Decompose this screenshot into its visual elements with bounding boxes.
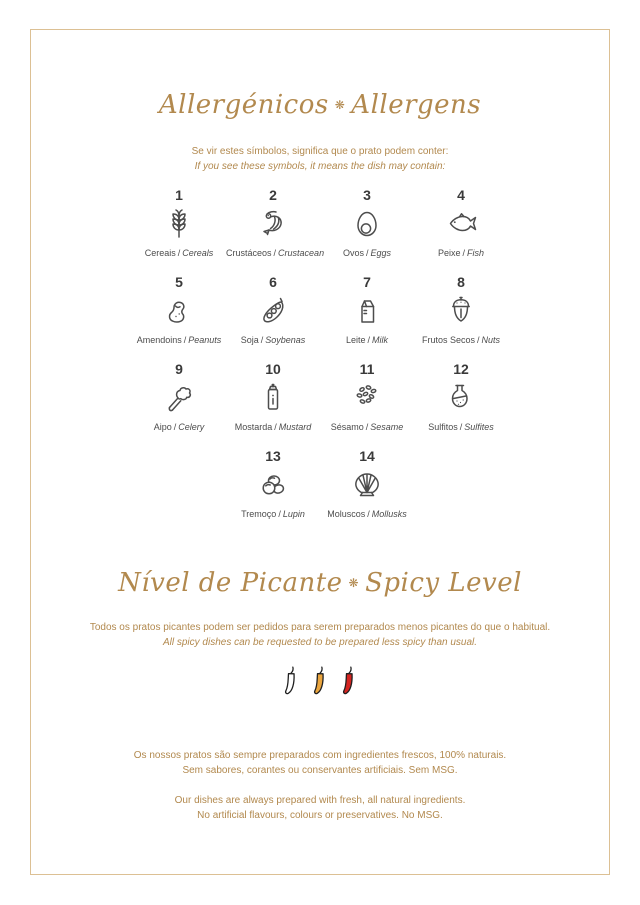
mustard-icon bbox=[226, 378, 320, 418]
allergen-number: 14 bbox=[359, 448, 375, 464]
allergen-item-cereals bbox=[132, 186, 226, 259]
soybean-icon bbox=[226, 291, 320, 331]
allergen-number: 11 bbox=[359, 361, 375, 377]
allergen-label: Leite / Milk bbox=[345, 335, 389, 345]
footer-en-line2: No artificial flavours, colours or preservatives. No MSG. bbox=[197, 810, 443, 821]
footer-note-en bbox=[0, 793, 640, 823]
fish-icon bbox=[414, 204, 508, 244]
allergen-number: 12 bbox=[453, 361, 469, 377]
allergen-item-fish bbox=[414, 186, 508, 259]
sulfites-icon bbox=[414, 378, 508, 418]
allergen-item-celery bbox=[132, 360, 226, 433]
allergen-item-mustard bbox=[226, 360, 320, 433]
allergen-label: Moluscos / Mollusks bbox=[327, 509, 407, 519]
allergen-item-sesame bbox=[320, 360, 414, 433]
spicy-title bbox=[0, 570, 640, 596]
allergen-label: Amendoins / Peanuts bbox=[136, 335, 222, 345]
allergen-row-1 bbox=[0, 186, 640, 259]
allergens-subtitle-en: If you see these symbols, it means the dish may contain: bbox=[194, 161, 446, 172]
allergen-grid bbox=[0, 186, 640, 520]
flower-separator-icon: ❋ bbox=[334, 98, 346, 112]
footer-pt-line2: Sem sabores, corantes ou conservantes artificiais. Sem MSG. bbox=[182, 765, 458, 776]
footer-pt-line1: Os nossos pratos são sempre preparados com ingredientes frescos, 100% naturais. bbox=[133, 750, 507, 761]
footer-en-line1: Our dishes are always prepared with fresh, all natural ingredients. bbox=[174, 795, 466, 806]
allergen-label: Sulfitos / Sulfites bbox=[428, 422, 494, 432]
allergen-item-nuts bbox=[414, 273, 508, 346]
allergen-number: 5 bbox=[175, 274, 183, 290]
allergen-label: Peixe / Fish bbox=[437, 248, 485, 258]
allergen-label: Cereais / Cereals bbox=[144, 248, 214, 258]
spicy-note-en: All spicy dishes can be requested to be prepared less spicy than usual. bbox=[162, 637, 478, 648]
spicy-level-indicator bbox=[0, 664, 640, 698]
allergen-number: 2 bbox=[269, 187, 277, 203]
allergen-label: Frutos Secos / Nuts bbox=[421, 335, 501, 345]
spicy-note-pt: Todos os pratos picantes podem ser pedidos para serem preparados menos picantes do que o habitual. bbox=[89, 622, 551, 633]
allergen-row-3 bbox=[0, 360, 640, 433]
allergen-number: 10 bbox=[265, 361, 281, 377]
allergen-label: Sésamo / Sesame bbox=[330, 422, 404, 432]
allergen-number: 4 bbox=[457, 187, 465, 203]
allergen-row-4 bbox=[0, 447, 640, 520]
chili-pepper-mild-icon bbox=[279, 664, 303, 698]
allergen-item-lupin bbox=[226, 447, 320, 520]
sesame-icon bbox=[320, 378, 414, 418]
spicy-title-en: Spicy Level bbox=[365, 568, 522, 598]
spicy-title-pt: Nível de Picante bbox=[118, 568, 343, 598]
allergens-title bbox=[0, 92, 640, 118]
allergen-label: Mostarda / Mustard bbox=[234, 422, 312, 432]
allergen-row-2 bbox=[0, 273, 640, 346]
shell-icon bbox=[320, 465, 414, 505]
allergens-title-en: Allergens bbox=[351, 90, 482, 120]
peanut-icon bbox=[132, 291, 226, 331]
allergen-item-sulfites bbox=[414, 360, 508, 433]
allergen-item-soy bbox=[226, 273, 320, 346]
allergen-number: 7 bbox=[363, 274, 371, 290]
allergen-item-eggs bbox=[320, 186, 414, 259]
allergens-subtitle-pt: Se vir estes símbolos, significa que o prato podem conter: bbox=[191, 146, 449, 157]
wheat-icon bbox=[132, 204, 226, 244]
allergen-item-peanuts bbox=[132, 273, 226, 346]
allergen-item-crustacean bbox=[226, 186, 325, 259]
allergen-number: 1 bbox=[175, 187, 183, 203]
allergen-label: Ovos / Eggs bbox=[342, 248, 392, 258]
chili-pepper-medium-icon bbox=[308, 664, 332, 698]
allergen-item-mollusks bbox=[320, 447, 414, 520]
allergen-label: Soja / Soybenas bbox=[240, 335, 306, 345]
chili-pepper-hot-icon bbox=[337, 664, 361, 698]
allergen-label: Crustáceos / Crustacean bbox=[226, 248, 325, 258]
milk-icon bbox=[320, 291, 414, 331]
allergen-item-milk bbox=[320, 273, 414, 346]
lupin-icon bbox=[226, 465, 320, 505]
allergen-number: 8 bbox=[457, 274, 465, 290]
acorn-icon bbox=[414, 291, 508, 331]
allergen-number: 3 bbox=[363, 187, 371, 203]
footer-note-pt bbox=[0, 748, 640, 778]
allergen-number: 6 bbox=[269, 274, 277, 290]
shrimp-icon bbox=[226, 204, 320, 244]
allergens-title-pt: Allergénicos bbox=[158, 90, 329, 120]
allergen-number: 9 bbox=[175, 361, 183, 377]
allergen-number: 13 bbox=[265, 448, 281, 464]
egg-icon bbox=[320, 204, 414, 244]
flower-separator-icon: ❋ bbox=[348, 576, 360, 590]
celery-icon bbox=[132, 378, 226, 418]
spicy-note bbox=[0, 620, 640, 650]
allergen-label: Tremoço / Lupin bbox=[241, 509, 305, 519]
allergens-subtitle bbox=[0, 144, 640, 174]
allergen-label: Aipo / Celery bbox=[153, 422, 205, 432]
